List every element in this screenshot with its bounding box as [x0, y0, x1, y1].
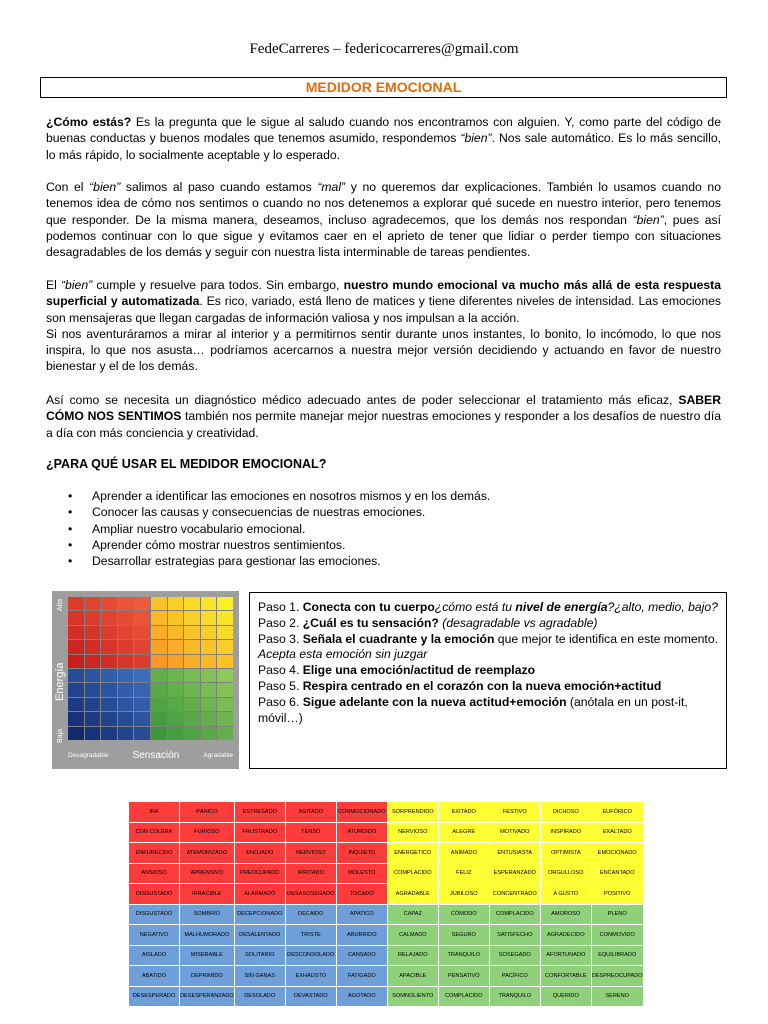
emotion-cell: DECEPCIONADO: [234, 904, 285, 925]
mood-cell: [201, 597, 217, 610]
mood-cell: [151, 597, 167, 610]
mood-cell: [68, 655, 84, 668]
emotion-cell: APATICO: [336, 904, 387, 925]
mood-cell: [101, 727, 117, 740]
emotion-cell: EQUILIBRADO: [591, 945, 643, 966]
emotion-cell: SERENO: [591, 986, 643, 1007]
mood-cell: [68, 640, 84, 653]
mood-cell: [217, 655, 233, 668]
emotion-cell: DICHOSO: [540, 802, 591, 823]
emotion-cell: TRANQUILO: [489, 986, 540, 1007]
emotion-cell: CANSADO: [336, 945, 387, 966]
section-question: ¿PARA QUÉ USAR EL MEDIDOR EMOCIONAL?: [46, 457, 327, 471]
emotion-cell: ALEGRE: [438, 822, 489, 843]
emotion-cell: FELIZ: [438, 863, 489, 884]
mood-cell: [184, 640, 200, 653]
emotion-cell: ATEMORIZADO: [180, 843, 235, 864]
mood-cell: [118, 669, 134, 682]
mood-cell: [118, 611, 134, 624]
mood-cell: [134, 698, 150, 711]
emotion-cell: DESALENTADO: [234, 925, 285, 946]
emotion-cell: SOSEGADO: [489, 945, 540, 966]
mood-cell: [68, 683, 84, 696]
emotion-cell: DISGUSTADO: [129, 904, 180, 925]
table-row: [129, 986, 644, 1007]
emotion-cell: ENFURECIDO: [129, 843, 180, 864]
emotion-cell: AGOTADO: [336, 986, 387, 1007]
mood-cell: [184, 712, 200, 725]
mood-cell: [118, 655, 134, 668]
mood-cell: [118, 626, 134, 639]
emotion-cell: MOTIVADO: [489, 822, 540, 843]
emotion-cell: CONMOVIDO: [591, 925, 643, 946]
unpleasant-label: Desagradable: [68, 752, 109, 759]
mood-cell: [134, 611, 150, 624]
mood-cell: [118, 712, 134, 725]
mood-cell: [201, 626, 217, 639]
emotion-cell: FRUSTRADO: [234, 822, 285, 843]
step-5: Paso 5. Respira centrado en el corazón con la nueva emoción+actitud: [258, 678, 662, 693]
sensation-axis: [68, 750, 233, 761]
emotion-cell: ENOJADO: [234, 843, 285, 864]
mood-cell: [85, 712, 101, 725]
mood-cell: [134, 626, 150, 639]
step-4: Paso 4. Elige una emoción/actitud de reemplazo: [258, 663, 536, 678]
mood-cell: [68, 712, 84, 725]
emotion-cell: NERVIOSO: [285, 843, 336, 864]
emotion-cell: EUFÓRICO: [591, 802, 643, 823]
emotion-cell: NEGATIVO: [129, 925, 180, 946]
mood-cell: [134, 683, 150, 696]
table-row: [129, 884, 644, 905]
mood-cell: [184, 669, 200, 682]
mood-cell: [85, 611, 101, 624]
mood-cell: [85, 640, 101, 653]
emotion-cell: CAPAZ: [387, 904, 438, 925]
emotion-cell: DESESPERANZADO: [180, 986, 235, 1007]
mood-cell: [168, 669, 184, 682]
emotion-cell: MISERABLE: [180, 945, 235, 966]
mood-cell: [134, 597, 150, 610]
mood-cell: [151, 655, 167, 668]
mood-cell: [118, 698, 134, 711]
emotion-cell: RELAJADO: [387, 945, 438, 966]
emotion-cell: AISLADO: [129, 945, 180, 966]
mood-cell: [134, 727, 150, 740]
emotion-cell: CALMADO: [387, 925, 438, 946]
emotion-cell: ESPERANZADO: [489, 863, 540, 884]
mood-cell: [151, 683, 167, 696]
emotion-cell: ENTUSIASTA: [489, 843, 540, 864]
mood-cell: [68, 611, 84, 624]
list-item: • Desarrollar estrategias para gestionar las emociones.: [60, 553, 490, 569]
emotion-cell: PACÍFICO: [489, 966, 540, 987]
mood-cell: [85, 597, 101, 610]
table-row: [129, 822, 644, 843]
mood-cell: [217, 669, 233, 682]
emotion-cell: POSITIVO: [591, 884, 643, 905]
mood-cell: [168, 626, 184, 639]
emotion-cell: CON COLERA: [129, 822, 180, 843]
mood-cell: [201, 655, 217, 668]
mood-cell: [151, 712, 167, 725]
emotion-cell: SOMBRÍO: [180, 904, 235, 925]
emotion-cell: PLENO: [591, 904, 643, 925]
emotion-cell: QUERIDO: [540, 986, 591, 1007]
paragraph-4: Así como se necesita un diagnóstico médico adecuado antes de poder seleccionar el tratamiento más eficaz, SABER CÓMO NOS SENTIMOS también nos permite manejar mejor nuestras emociones y responder a los desafíos de nuestro día a día con más conciencia y creatividad.: [46, 393, 721, 440]
emotion-cell: PÁNICO: [180, 802, 235, 823]
emotion-cell: ANIMADO: [438, 843, 489, 864]
mood-cell: [217, 597, 233, 610]
mood-cell: [68, 698, 84, 711]
mood-cell: [134, 655, 150, 668]
mood-cell: [184, 683, 200, 696]
mood-cell: [85, 698, 101, 711]
mood-cell: [168, 640, 184, 653]
mood-cell: [217, 712, 233, 725]
emotion-cell: A GUSTO: [540, 884, 591, 905]
emotion-cell: NERVIOSO: [387, 822, 438, 843]
mood-cell: [201, 712, 217, 725]
mood-cell: [68, 669, 84, 682]
emotion-cell: ORGULLOSO: [540, 863, 591, 884]
mood-cell: [118, 597, 134, 610]
mood-cell: [201, 669, 217, 682]
emotion-cell: MOLESTO: [336, 863, 387, 884]
mood-cell: [201, 698, 217, 711]
table-row: [129, 863, 644, 884]
emotion-cell: DESCONSOLADO: [285, 945, 336, 966]
mood-cell: [101, 655, 117, 668]
mood-cell: [168, 727, 184, 740]
emotion-cell: ENCANTADO: [591, 863, 643, 884]
mood-cell: [118, 640, 134, 653]
emotion-cell: FURIOSO: [180, 822, 235, 843]
emotion-cell: AGRADABLE: [387, 884, 438, 905]
emotion-cell: SATISFECHO: [489, 925, 540, 946]
mood-meter-cells: [68, 597, 233, 740]
mood-cell: [151, 640, 167, 653]
mood-cell: [201, 727, 217, 740]
mood-cell: [85, 669, 101, 682]
step-6: Paso 6. Sigue adelante con la nueva actitud+emoción (anótala en un post-it, móvil…): [258, 694, 688, 725]
mood-cell: [101, 712, 117, 725]
emotion-cell: SORPRENDIDO: [387, 802, 438, 823]
mood-cell: [201, 640, 217, 653]
mood-cell: [85, 727, 101, 740]
list-item: • Aprender cómo mostrar nuestros sentimientos.: [60, 537, 490, 553]
emotion-cell: ALARMADO: [234, 884, 285, 905]
table-row: [129, 966, 644, 987]
mood-cell: [85, 683, 101, 696]
emotion-cell: DESASOSEGADO: [285, 884, 336, 905]
emotion-cell: PREOCUPADO: [234, 863, 285, 884]
mood-cell: [151, 727, 167, 740]
mood-cell: [217, 626, 233, 639]
emotion-cell: COMPLACIDO: [489, 904, 540, 925]
pleasant-label: Agradable: [203, 752, 233, 759]
emotion-cell: APRENSIVO: [180, 863, 235, 884]
mood-cell: [68, 727, 84, 740]
emotion-cell: CONCENTRADO: [489, 884, 540, 905]
sensation-axis-label: Sensación: [132, 750, 180, 761]
mood-cell: [151, 611, 167, 624]
emotion-cell: INQUIETO: [336, 843, 387, 864]
emotion-cell: INSPIRADO: [540, 822, 591, 843]
emotion-cell: TOCADO: [336, 884, 387, 905]
list-item: • Ampliar nuestro vocabulario emocional.: [60, 521, 490, 537]
mood-cell: [151, 626, 167, 639]
list-item: • Conocer las causas y consecuencias de nuestras emociones.: [60, 504, 490, 520]
emotion-cell: DESOLADO: [234, 986, 285, 1007]
emotion-cell: SIN GANAS: [234, 966, 285, 987]
emotion-cell: DISGUSTADO: [129, 884, 180, 905]
emotion-cell: TENSO: [285, 822, 336, 843]
emotion-cell: ENERGETICO: [387, 843, 438, 864]
paragraph-2: Con el “bien” salimos al paso cuando estamos “mal” y no queremos dar explicaciones. También lo usamos cuando no tenemos idea de cómo nos sentimos o cuando no nos detenemos a explorar qué sucede en nuestro interior, pero tenemos que responder. De la misma manera, deseamos, incluso agradecemos, que los demás nos respondan “bien”, pues así podemos continuar con lo que sigue y evitamos caer en el aprieto de tener que lidiar o perder tiempo con situaciones desagradables de los demás y seguir con nuestra lista interminable de tareas pendientes.: [46, 180, 721, 260]
emotion-cell: COMPLACIDO: [387, 863, 438, 884]
mood-cell: [118, 727, 134, 740]
emotion-cell: EXHAUSTO: [285, 966, 336, 987]
step-3: Paso 3. Señala el cuadrante y la emoción que mejor te identifica en este momento. Acepta esta emoción sin juzgar: [258, 631, 718, 662]
mood-cell: [168, 597, 184, 610]
list-item: • Aprender a identificar las emociones en nosotros mismos y en los demás.: [60, 488, 490, 504]
mood-cell: [217, 698, 233, 711]
mood-meter-grid: [52, 591, 239, 769]
mood-cell: [101, 626, 117, 639]
emotion-cell: EXITADO: [438, 802, 489, 823]
emotion-cell: AGRADECIDO: [540, 925, 591, 946]
emotion-cell: ABATIDO: [129, 966, 180, 987]
emotion-cell: EMOCIONADO: [591, 843, 643, 864]
energy-low-label: Baja: [57, 728, 64, 743]
energy-high-label: Alta: [57, 598, 64, 611]
emotion-cell: SOMNOLIENTO: [387, 986, 438, 1007]
mood-cell: [134, 712, 150, 725]
emotion-cell: SEGURO: [438, 925, 489, 946]
mood-cell: [68, 597, 84, 610]
mood-cell: [201, 611, 217, 624]
emotion-cell: ATURDIDO: [336, 822, 387, 843]
paragraph-1: ¿Cómo estás? Es la pregunta que le sigue al saludo cuando nos encontramos con alguien. Y, como parte del código de buenas conductas y buenos modales que tenemos asumido, respondemos “bien”. Nos sale automático. Es lo más sencillo, lo más rápido, lo socialmente aceptable y lo esperado.: [46, 115, 721, 162]
emotion-cell: ANSIOSO: [129, 863, 180, 884]
mood-cell: [101, 597, 117, 610]
mood-cell: [101, 640, 117, 653]
emotion-cell: FESTIVO: [489, 802, 540, 823]
mood-cell: [168, 655, 184, 668]
emotion-cell: PENSATIVO: [438, 966, 489, 987]
mood-cell: [217, 611, 233, 624]
emotion-cell: IRA: [129, 802, 180, 823]
mood-cell: [184, 597, 200, 610]
benefits-list: [60, 488, 490, 569]
step-1: Paso 1. Conecta con tu cuerpo¿cómo está tu nivel de energía?¿alto, medio, bajo?: [258, 600, 718, 614]
mood-cell: [184, 626, 200, 639]
table-row: [129, 843, 644, 864]
emotion-cell: TRANQUILO: [438, 945, 489, 966]
emotion-table: [128, 801, 644, 1007]
table-row: [129, 802, 644, 823]
mood-cell: [184, 727, 200, 740]
table-row: [129, 904, 644, 925]
emotion-cell: OPTIMISTA: [540, 843, 591, 864]
emotion-cell: DEPRIMIDO: [180, 966, 235, 987]
mood-cell: [217, 683, 233, 696]
table-row: [129, 945, 644, 966]
mood-cell: [85, 655, 101, 668]
mood-cell: [184, 698, 200, 711]
mood-cell: [134, 640, 150, 653]
emotion-cell: IRRACIBLE: [180, 884, 235, 905]
emotion-cell: EXALTADO: [591, 822, 643, 843]
emotion-cell: FATIGADO: [336, 966, 387, 987]
emotion-cell: ESTRESADO: [234, 802, 285, 823]
mood-cell: [151, 698, 167, 711]
mood-cell: [101, 683, 117, 696]
emotion-cell: DEVASTADO: [285, 986, 336, 1007]
emotion-cell: DESESPERADO: [129, 986, 180, 1007]
page-header: FedeCarreres – federicocarreres@gmail.com: [249, 41, 519, 57]
emotion-cell: TRISTE: [285, 925, 336, 946]
emotion-cell: DECAIDO: [285, 904, 336, 925]
emotion-cell: CONFORTABLE: [540, 966, 591, 987]
mood-cell: [168, 683, 184, 696]
table-row: [129, 925, 644, 946]
mood-cell: [168, 698, 184, 711]
emotion-cell: CÓMODO: [438, 904, 489, 925]
mood-cell: [134, 669, 150, 682]
mood-cell: [101, 669, 117, 682]
emotion-cell: DESPREOCUPADO: [591, 966, 643, 987]
mood-cell: [168, 611, 184, 624]
emotion-cell: IRRITADO: [285, 863, 336, 884]
mood-cell: [184, 655, 200, 668]
emotion-cell: AGITADO: [285, 802, 336, 823]
emotion-cell: AFORTUNADO: [540, 945, 591, 966]
energy-axis-label: Energía: [54, 662, 66, 701]
mood-cell: [101, 698, 117, 711]
emotion-cell: JUBILOSO: [438, 884, 489, 905]
mood-cell: [184, 611, 200, 624]
page-title: MEDIDOR EMOCIONAL: [40, 77, 727, 98]
mood-cell: [101, 611, 117, 624]
mood-cell: [217, 727, 233, 740]
steps-box: [249, 592, 727, 769]
emotion-cell: ABURRIDO: [336, 925, 387, 946]
step-2: Paso 2. ¿Cuál es tu sensación? (desagradable vs agradable): [258, 615, 598, 630]
emotion-cell: SOLITARIO: [234, 945, 285, 966]
mood-cell: [85, 626, 101, 639]
emotion-cell: APACIBLE: [387, 966, 438, 987]
mood-cell: [168, 712, 184, 725]
emotion-cell: AMOROSO: [540, 904, 591, 925]
mood-cell: [201, 683, 217, 696]
emotion-cell: MALHUMORADO: [180, 925, 235, 946]
emotion-cell: COMPLACIDO: [438, 986, 489, 1007]
mood-cell: [151, 669, 167, 682]
paragraph-3: El “bien” cumple y resuelve para todos. Sin embargo, nuestro mundo emocional va mucho más allá de esta respuesta superficial y automatizada. Es rico, variado, está lleno de matices y tiene diferentes niveles de intensidad. Las emociones son mensajeras que llegan cargadas de información valiosa y nos impulsan a la acción. Si nos aventuráramos a mirar al interior y a permitirnos sentir durante unos instantes, lo bonito, lo incómodo, lo que nos inspira, lo que nos asusta… podríamos acercarnos a nuestra mejor versión decidiendo y actuando en favor de nuestro bienestar y el de los demás.: [46, 278, 721, 374]
mood-cell: [217, 640, 233, 653]
mood-cell: [118, 683, 134, 696]
emotion-cell: CONMOCIONADO: [336, 802, 387, 823]
mood-cell: [68, 626, 84, 639]
